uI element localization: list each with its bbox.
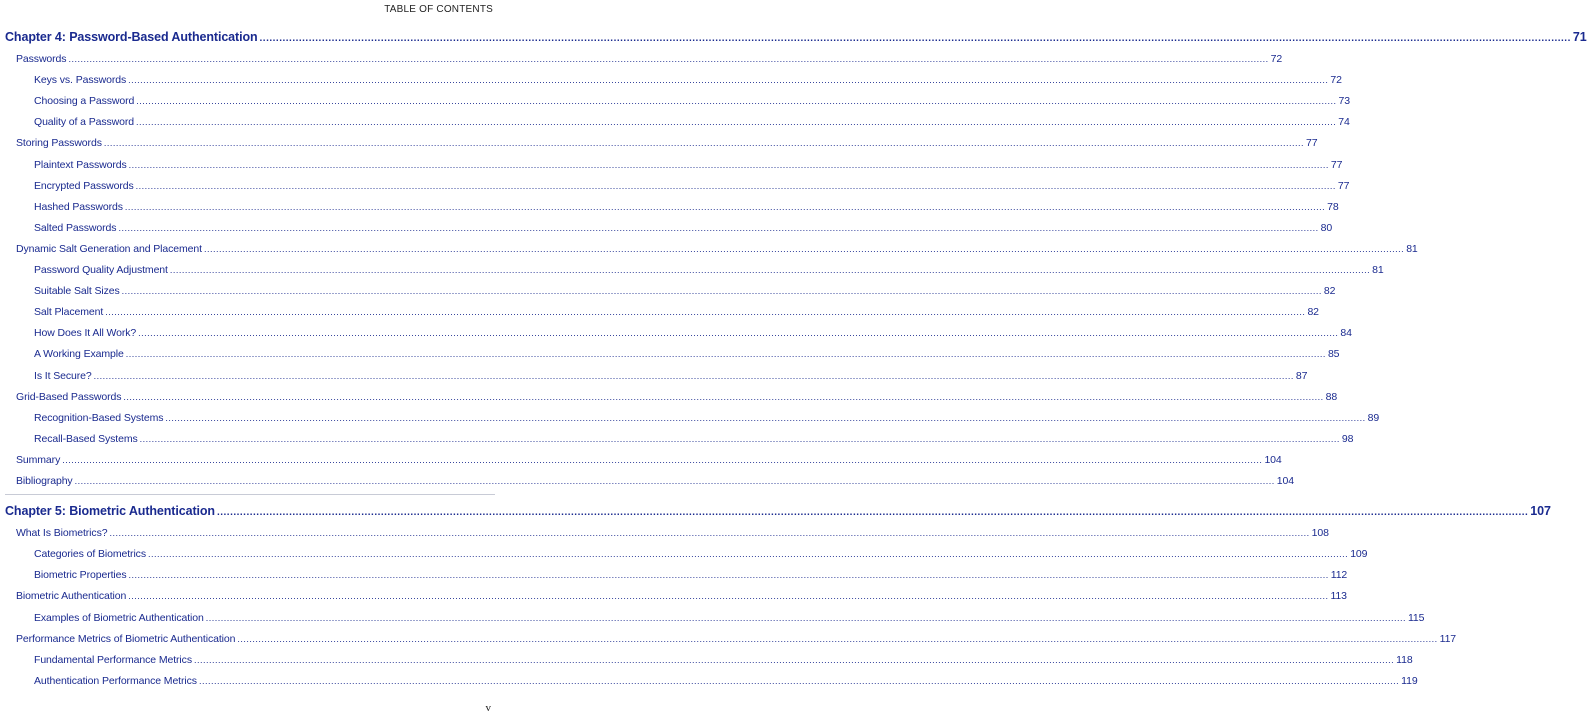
toc-entry-title: Storing Passwords (16, 137, 102, 150)
toc-entry-page-number: 77 (1330, 158, 1343, 171)
toc-subsection-entry[interactable] (34, 653, 1413, 666)
toc-entry-page-number: 104 (1264, 453, 1282, 466)
dot-leader: ................................................................................................................................................................................................................................................................................................................................................................................................................ (123, 391, 1324, 402)
dot-leader: ................................................................................................................................................................................................................................................................................................................................................................................................................ (103, 138, 1305, 149)
toc-entry-page-number: 104 (1276, 475, 1295, 487)
dot-leader: ................................................................................................................................................................................................................................................................................................................................................................................................................ (203, 243, 1405, 254)
toc-entry-page-number: 81 (1372, 264, 1384, 276)
dot-leader: ................................................................................................................................................................................................................................................................................................................................................................................................................ (138, 328, 1339, 339)
dot-leader: ................................................................................................................................................................................................................................................................................................................................................................................................................ (205, 612, 1406, 623)
toc-subsection-entry[interactable] (34, 327, 1352, 340)
toc-entry-title: Recall-Based Systems (34, 432, 138, 445)
toc-entry-page-number: 81 (1406, 242, 1418, 255)
toc-entry-title: Examples of Biometric Authentication (34, 611, 204, 624)
toc-entry-page-number: 85 (1327, 348, 1340, 361)
toc-subsection-entry[interactable] (34, 369, 1308, 382)
toc-entry-title: Is It Secure? (34, 369, 92, 382)
toc-entry-title: Fundamental Performance Metrics (34, 653, 192, 666)
toc-entry-page-number: 109 (1350, 548, 1368, 561)
toc-entry-page-number: 118 (1396, 653, 1413, 666)
toc-entry-title: What Is Biometrics? (16, 527, 108, 540)
dot-leader: ................................................................................................................................................................................................................................................................................................................................................................................................................ (128, 570, 1329, 581)
dot-leader: ................................................................................................................................................................................................................................................................................................................................................................................................................ (216, 507, 1529, 519)
toc-entry-title: Quality of a Password (34, 116, 135, 129)
toc-subsection-entry[interactable] (34, 674, 1418, 687)
toc-entry-title: Chapter 4: Password-Based Authentication (5, 30, 258, 44)
toc-entry-title: Chapter 5: Biometric Authentication (5, 504, 215, 519)
toc-section-entry[interactable] (16, 590, 1347, 603)
dot-leader: ................................................................................................................................................................................................................................................................................................................................................................................................................ (125, 349, 1326, 360)
toc-section-entry[interactable] (16, 53, 1283, 65)
dot-leader: ................................................................................................................................................................................................................................................................................................................................................................................................................ (74, 476, 1275, 486)
dot-leader: ................................................................................................................................................................................................................................................................................................................................................................................................................ (109, 528, 1310, 539)
dot-leader: ................................................................................................................................................................................................................................................................................................................................................................................................................ (139, 433, 1340, 444)
toc-entry-page-number: 77 (1337, 179, 1350, 192)
toc-entry-page-number: 78 (1327, 200, 1339, 213)
toc-subsection-entry[interactable] (34, 74, 1342, 87)
toc-entry-page-number: 119 (1401, 674, 1418, 687)
toc-entry-title: Grid-Based Passwords (16, 390, 122, 403)
dot-leader: ................................................................................................................................................................................................................................................................................................................................................................................................................ (62, 454, 1263, 465)
toc-entry-title: Bibliography (16, 475, 73, 487)
toc-entry-title: Dynamic Salt Generation and Placement (16, 242, 202, 255)
toc-entry-title: How Does It All Work? (34, 327, 137, 340)
toc-subsection-entry[interactable] (34, 432, 1354, 445)
toc-entry-title: Hashed Passwords (34, 200, 123, 213)
dot-leader: ................................................................................................................................................................................................................................................................................................................................................................................................................ (128, 159, 1329, 170)
toc-subsection-entry[interactable] (34, 221, 1333, 234)
dot-leader: ................................................................................................................................................................................................................................................................................................................................................................................................................ (105, 307, 1306, 318)
toc-subsection-entry[interactable] (34, 548, 1368, 561)
dot-leader: ................................................................................................................................................................................................................................................................................................................................................................................................................ (118, 222, 1319, 233)
toc-entry-page-number: 72 (1330, 74, 1342, 87)
toc-entry-page-number: 112 (1330, 569, 1348, 582)
toc-subsection-entry[interactable] (34, 569, 1348, 582)
toc-entry-page-number: 113 (1330, 590, 1347, 603)
toc-entry-page-number: 89 (1367, 411, 1380, 424)
toc-entry-title: A Working Example (34, 348, 124, 361)
toc-entry-title: Encrypted Passwords (34, 179, 134, 192)
toc-entry-page-number: 88 (1325, 390, 1338, 403)
toc-section-entry[interactable] (16, 527, 1329, 540)
toc-entry-page-number: 72 (1270, 53, 1283, 65)
toc-entry-title: Summary (16, 453, 61, 466)
running-head: TABLE OF CONTENTS (384, 4, 493, 15)
toc-subsection-entry[interactable] (34, 611, 1425, 624)
toc-entry-page-number: 74 (1338, 116, 1350, 129)
toc-entry-title: Salted Passwords (34, 221, 117, 234)
toc-entry-title: Authentication Performance Metrics (34, 674, 197, 687)
toc-section-entry[interactable] (16, 242, 1418, 255)
toc-entry-page-number: 73 (1338, 95, 1350, 108)
toc-entry-title: Passwords (16, 53, 67, 65)
dot-leader: ................................................................................................................................................................................................................................................................................................................................................................................................................ (193, 654, 1395, 665)
toc-entry-title: Password Quality Adjustment (34, 264, 168, 276)
dot-leader: ................................................................................................................................................................................................................................................................................................................................................................................................................ (93, 370, 1294, 381)
toc-entry-title: Biometric Properties (34, 569, 127, 582)
chapter-divider (5, 494, 495, 495)
toc-section-entry[interactable] (16, 137, 1318, 150)
toc-subsection-entry[interactable] (34, 306, 1319, 319)
toc-section-entry[interactable] (16, 475, 1295, 487)
toc-entry-title: Salt Placement (34, 306, 104, 319)
toc-entry-title: Keys vs. Passwords (34, 74, 127, 87)
dot-leader: ................................................................................................................................................................................................................................................................................................................................................................................................................ (128, 75, 1329, 86)
toc-entry-title: Recognition-Based Systems (34, 411, 164, 424)
dot-leader: ................................................................................................................................................................................................................................................................................................................................................................................................................ (121, 286, 1322, 297)
dot-leader: ................................................................................................................................................................................................................................................................................................................................................................................................................ (169, 265, 1371, 275)
toc-entry-title: Performance Metrics of Biometric Authentication (16, 632, 236, 645)
toc-subsection-entry[interactable] (34, 264, 1384, 276)
toc-entry-page-number: 87 (1295, 369, 1308, 382)
toc-chapter-entry[interactable] (5, 504, 1551, 519)
toc-entry-page-number: 108 (1311, 527, 1329, 540)
dot-leader: ................................................................................................................................................................................................................................................................................................................................................................................................................ (136, 117, 1337, 128)
toc-subsection-entry[interactable] (34, 285, 1336, 298)
dot-leader: ................................................................................................................................................................................................................................................................................................................................................................................................................ (135, 180, 1336, 191)
dot-leader: ................................................................................................................................................................................................................................................................................................................................................................................................................ (165, 412, 1366, 423)
toc-section-entry[interactable] (16, 453, 1282, 466)
toc-entry-title: Suitable Salt Sizes (34, 285, 120, 298)
toc-entry-page-number: 107 (1530, 504, 1551, 519)
dot-leader: ................................................................................................................................................................................................................................................................................................................................................................................................................ (237, 633, 1438, 644)
toc-subsection-entry[interactable] (34, 95, 1350, 108)
toc-entry-page-number: 82 (1323, 285, 1336, 298)
dot-leader: ................................................................................................................................................................................................................................................................................................................................................................................................................ (68, 54, 1269, 64)
toc-entry-page-number: 115 (1407, 611, 1425, 624)
toc-entry-page-number: 80 (1320, 221, 1333, 234)
dot-leader: ................................................................................................................................................................................................................................................................................................................................................................................................................ (128, 591, 1329, 602)
toc-entry-page-number: 71 (1572, 30, 1587, 44)
toc-subsection-entry[interactable] (34, 158, 1343, 171)
toc-entry-title: Plaintext Passwords (34, 158, 127, 171)
toc-chapter-entry[interactable] (5, 30, 1587, 44)
toc-subsection-entry[interactable] (34, 116, 1350, 129)
page-number-folio: v (485, 702, 491, 714)
dot-leader: ................................................................................................................................................................................................................................................................................................................................................................................................................ (198, 675, 1400, 686)
toc-section-entry[interactable] (16, 632, 1457, 645)
toc-subsection-entry[interactable] (34, 200, 1339, 213)
toc-entry-page-number: 117 (1439, 632, 1457, 645)
dot-leader: ................................................................................................................................................................................................................................................................................................................................................................................................................ (147, 549, 1349, 560)
toc-entry-title: Choosing a Password (34, 95, 135, 108)
dot-leader: ................................................................................................................................................................................................................................................................................................................................................................................................................ (136, 96, 1337, 107)
toc-entry-page-number: 98 (1341, 432, 1354, 445)
toc-entry-title: Biometric Authentication (16, 590, 127, 603)
toc-entry-page-number: 82 (1307, 306, 1319, 319)
toc-entry-page-number: 84 (1340, 327, 1352, 340)
toc-subsection-entry[interactable] (34, 179, 1350, 192)
toc-section-entry[interactable] (16, 390, 1338, 403)
dot-leader: ................................................................................................................................................................................................................................................................................................................................................................................................................ (259, 33, 1571, 44)
toc-subsection-entry[interactable] (34, 348, 1340, 361)
dot-leader: ................................................................................................................................................................................................................................................................................................................................................................................................................ (124, 201, 1326, 212)
toc-entry-title: Categories of Biometrics (34, 548, 146, 561)
toc-subsection-entry[interactable] (34, 411, 1380, 424)
toc-entry-page-number: 77 (1306, 137, 1318, 150)
